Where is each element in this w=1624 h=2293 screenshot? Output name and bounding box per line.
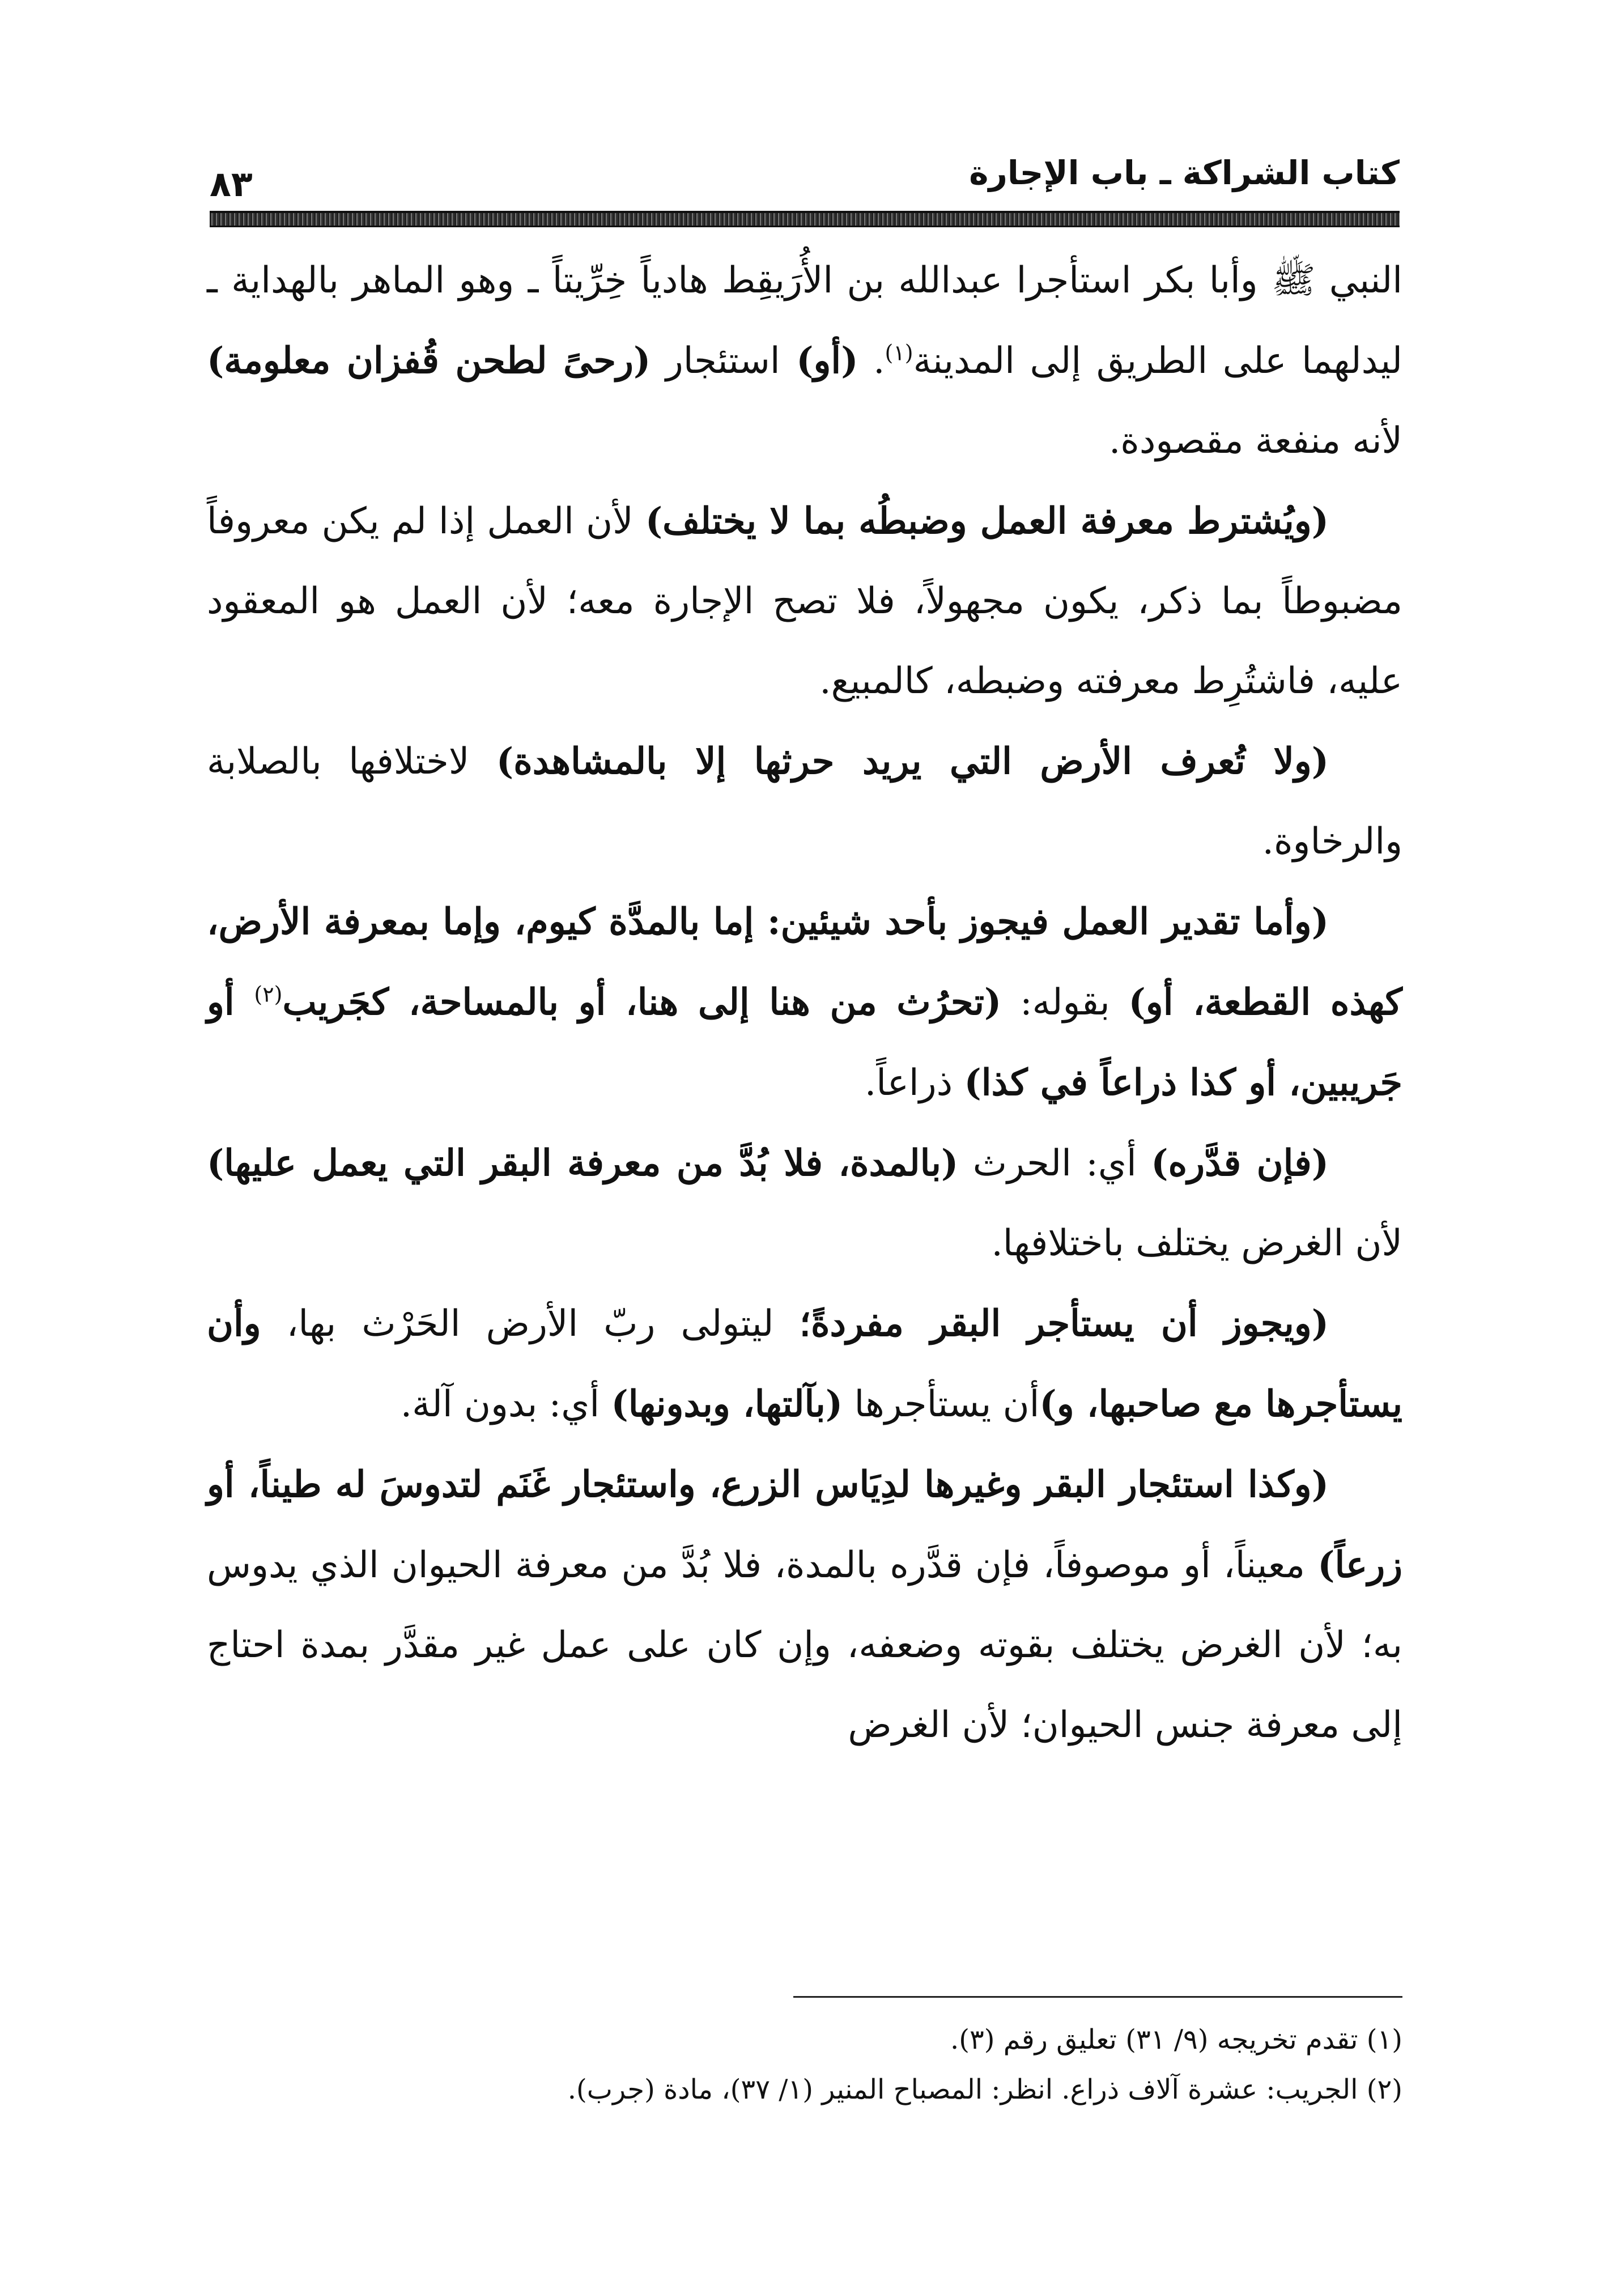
bold-run: أو جَريبين، أو كذا ذراعاً في كذا) [207, 981, 1402, 1104]
footnote-1: (١) تقدم تخريجه (٩/ ٣١) تعليق رقم (٣). [950, 2024, 1402, 2056]
bold-run: (رحىً لطحن قُفزان معلومة) [207, 339, 651, 382]
text-run: النبي ﷺ وأبا بكر استأجرا عبدالله بن الأُرَيقِط هادياً خِرِّيتاً ـ وهو الماهر بالهداية ـ ليدلهما على الطريق إلى المدينة [207, 260, 1403, 382]
bold-run: (بالمدة، فلا بُدَّ من معرفة البقر التي يعمل عليها) [207, 1142, 959, 1184]
paragraph-7 [207, 1445, 1402, 1765]
bold-run: (ولا تُعرف الأرض التي يريد حرثها إلا بالمشاهدة) [496, 740, 1329, 783]
paragraph-1 [207, 241, 1402, 481]
text-run: لأن الغرض يختلف باختلافها. [991, 1222, 1402, 1264]
text-run: ليتولى ربّ الأرض الحَرْث بها، [261, 1303, 800, 1345]
text-run: أي: الحرث [958, 1143, 1151, 1184]
paragraph-5 [207, 1123, 1402, 1284]
bold-run: (وأما تقدير العمل فيجوز بأحد شيئين: إما بالمدَّة كيوم، وإما بمعرفة الأرض، كهذه القطعة، أو) [207, 901, 1403, 1024]
page-header [210, 142, 1400, 204]
text-run: أي: بدون آلة. [400, 1383, 611, 1425]
bold-run: (أو) [780, 339, 858, 382]
footnotes [207, 2015, 1402, 2114]
text-run: معيناً، أو موصوفاً، فإن قدَّره بالمدة، فلا بُدَّ من معرفة الحيوان الذي يدوس به؛ لأن الغرض يختلف بقوته وضعفه، وإن كان على عمل غير مقدَّر بمدة احتاج إلى معرفة جنس الحيوان؛ لأن الغرض [207, 1544, 1402, 1746]
main-text [207, 241, 1402, 1765]
page-number: ٨٣ [210, 163, 253, 205]
header-rule [210, 211, 1400, 227]
bold-run: (فإن قدَّره) [1151, 1142, 1329, 1184]
bold-run: (وكذا استئجار البقر وغيرها لدِيَاس الزرع، واستئجار غَنَم لتدوسَ له طيناً، أو زرعاً) [207, 1463, 1403, 1586]
text-run: استئجار [651, 340, 780, 382]
paragraph-3 [207, 721, 1402, 882]
bold-run: وأن يستأجرها مع صاحبها، و) [207, 1302, 1402, 1425]
bold-run: (بآلتها، وبدونها) [611, 1383, 843, 1425]
text-run: لأنه منفعة مقصودة. [1108, 420, 1402, 462]
footnote-separator [793, 1996, 1402, 1998]
text-run: بقوله: [1001, 982, 1129, 1024]
paragraph-6 [207, 1284, 1402, 1445]
text-run: ذراعاً. [864, 1062, 964, 1104]
text-run: لاختلافها بالصلابة والرخاوة. [207, 741, 1402, 863]
bold-run: (ويُشترط معرفة العمل وضبطُه بما لا يختلف) [645, 500, 1329, 542]
footnote-ref-2: (٢) [254, 982, 283, 1007]
paragraph-4 [207, 882, 1402, 1123]
running-title: كتاب الشراكة ـ باب الإجارة [969, 154, 1400, 192]
text-run: لأن العمل إذا لم يكن معروفاً مضبوطاً بما ذكر، يكون مجهولاً، فلا تصح الإجارة معه؛ لأن العمل هو المعقود عليه، فاشتُرِط معرفته وضبطه، كالمبيع. [207, 500, 1402, 702]
bold-run: (ويجوز أن يستأجر البقر مفردةً؛ [799, 1302, 1329, 1345]
paragraph-2 [207, 481, 1402, 721]
footnote-ref-1: (١) [885, 340, 913, 366]
text-run: . [858, 340, 885, 382]
footnote-2: (٢) الجريب: عشرة آلاف ذراع. انظر: المصباح المنير (١/ ٣٧)، مادة (جرب). [567, 2074, 1402, 2105]
text-run: أن يستأجرها [843, 1383, 1040, 1425]
bold-run: (تحرُث من هنا إلى هنا، أو بالمساحة، كجَريب [282, 981, 1002, 1024]
